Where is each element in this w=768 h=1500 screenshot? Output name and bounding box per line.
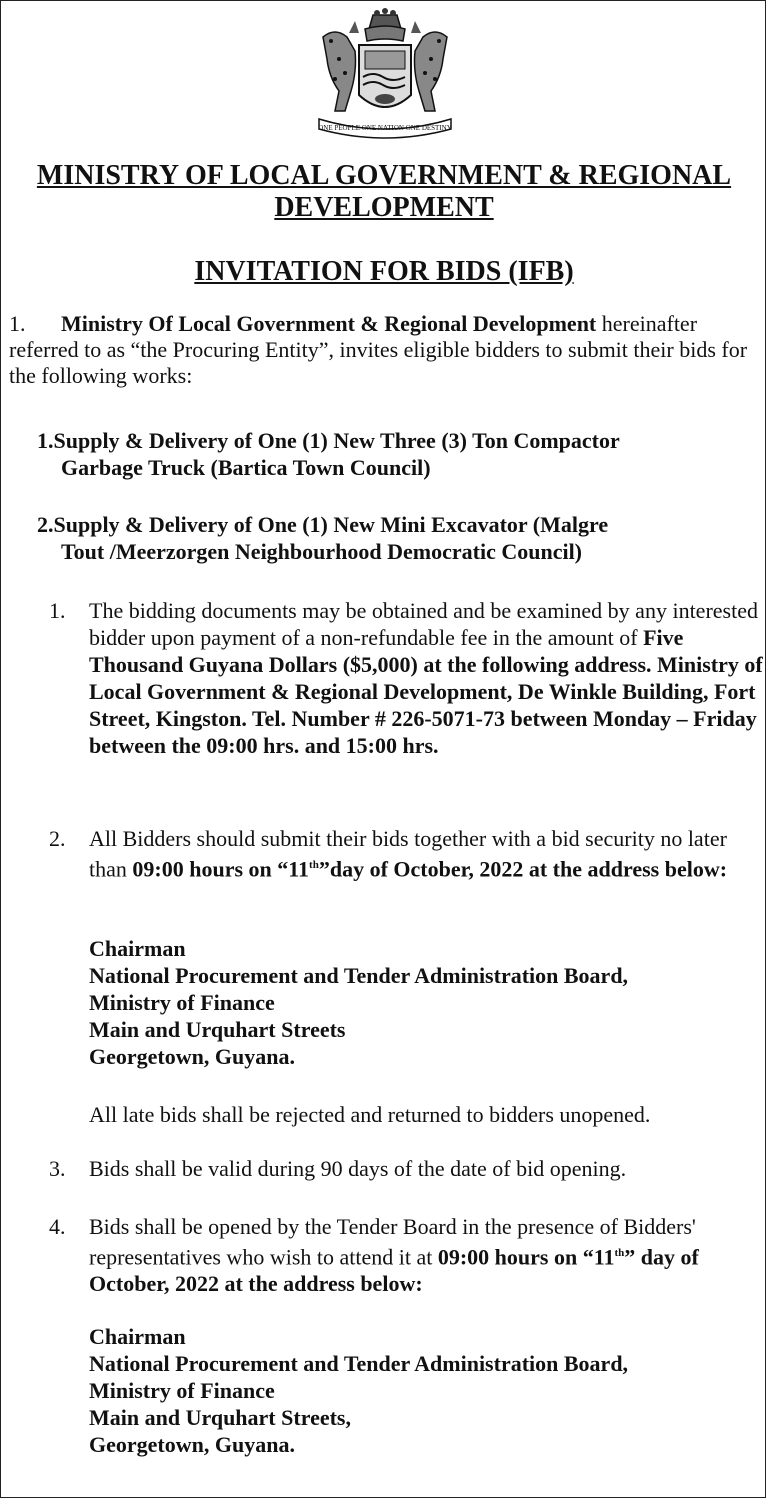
clause-2-number: 2. [49,826,66,851]
clause-2: 2. All Bidders should submit their bids together with a bid security no later than 09:00 hours on “11th”day of October, 2022 at the address below: [49,826,728,882]
opening-address: Chairman National Procurement and Tender Administration Board, Ministry of Finance Main and Urquhart Streets, Georgetown, Guyana. [89,1324,629,1457]
clause-1: 1. The bidding documents may be obtained and be examined by any interested bidder upon payment of a non-refundable fee in the amount of Five Thousand Guyana Dollars ($5,000) at the following address. Ministry of Local Government & Regional Development, De Winkle Building, Fort Street, Kingston. Tel. Number # 226-5071-73 between Monday – Friday between the 09:00 hrs. and 15:00 hrs. [49,598,763,758]
ifb-subtitle: INVITATION FOR BIDS (IFB) [194,256,574,287]
clause-4: 4. Bids shall be opened by the Tender Board in the presence of Bidders' representatives who wish to attend it at 09:00 hours on “11th” day of October, 2022 at the address below: [49,1214,699,1297]
clause-3-number: 3. [49,1156,66,1181]
submission-address: Chairman National Procurement and Tender Administration Board, Ministry of Finance Main and Urquhart Streets Georgetown, Guyana. [89,936,629,1069]
intro-text: hereinafter referred to as “the Procuring Entity”, invites eligible bidders to submit their bids for the following works: [9,311,748,388]
work-item-1: 1.Supply & Delivery of One (1) New Three (3) Ton Compactor Garbage Truck (Bartica Town Council) [37,428,620,480]
intro-paragraph [9,311,759,389]
late-bids-note: All late bids shall be rejected and returned to bidders unopened. [89,1102,651,1127]
coat-of-arms-icon [305,7,465,143]
ministry-title-line2: DEVELOPMENT [274,192,494,223]
procuring-entity-name: Ministry Of Local Government & Regional Development [61,311,597,336]
svg-text:ONE PEOPLE ONE NATION ONE DEST: ONE PEOPLE ONE NATION ONE DESTINY [318,124,452,132]
ministry-title-line1: MINISTRY OF LOCAL GOVERNMENT & REGIONAL [36,160,732,191]
work-item-2: 2.Supply & Delivery of One (1) New Mini Excavator (Malgre Tout /Meerzorgen Neighbourhood Democratic Council) [37,512,609,564]
clause-1-number: 1. [49,598,66,623]
clause-3: 3. Bids shall be valid during 90 days of the date of bid opening. [49,1156,627,1181]
clause-4-number: 4. [49,1214,66,1239]
intro-number: 1. [9,311,26,336]
